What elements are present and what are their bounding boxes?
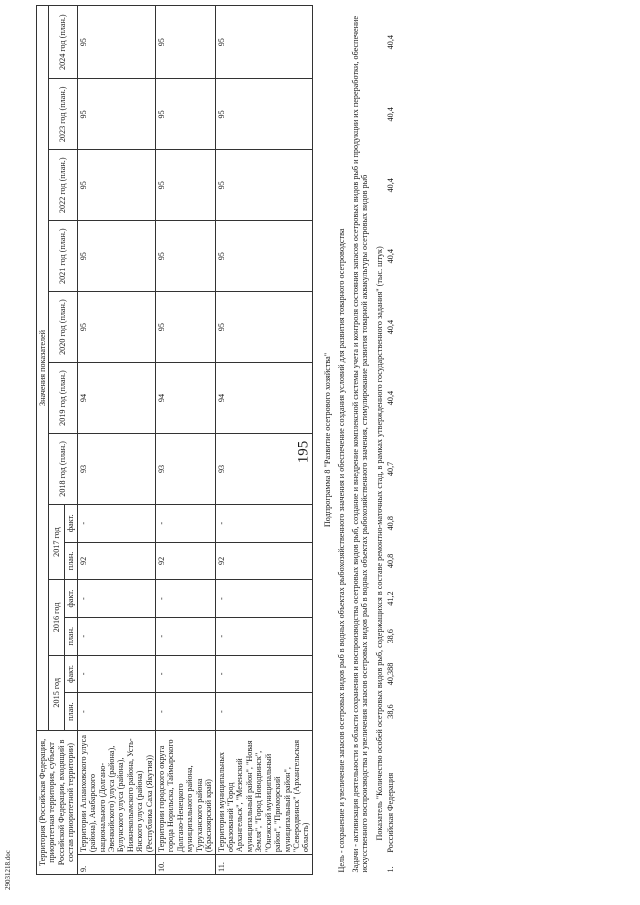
value-cell: - <box>77 617 155 655</box>
row-number: 1. <box>385 866 395 873</box>
value-cell: 95 <box>156 79 216 150</box>
tasks-text: Задачи - активизация деятельности в области сохранения и воспроизводства осетровых видов рыб, создание и внедрение комплексной системы учета и контроля состояния запасов осетровых видов рыб и продукции их переработки, обеспечение искусственного воспроизводства и увеличения запасов осетровых видов рыб в водных объектах рыбохозяйственного значения, стимулирование развития товарной аквакультуры осетровых видов рыб <box>350 15 370 873</box>
value-cell: 95 <box>77 292 155 363</box>
row-number: 9. <box>77 855 155 875</box>
goal-text: Цель - сохранение и увеличение запасов осетровых видов рыб в водных объектах рыбохозяйственного значения и обеспечение создания условий для развития товарного осетроводства <box>337 228 347 873</box>
value-cell: 95 <box>215 221 312 292</box>
row-number: 11. <box>215 855 312 875</box>
value-cell: 40,4 <box>385 178 395 193</box>
file-name: 29031218.doc <box>4 850 12 890</box>
value-cell: 95 <box>215 150 312 221</box>
value-cell: 95 <box>215 292 312 363</box>
value-cell: - <box>77 693 155 731</box>
plan-header: план. <box>65 617 77 655</box>
year-2016-header: 2016 год <box>49 580 65 655</box>
value-cell: - <box>156 655 216 693</box>
value-cell: 92 <box>215 542 312 580</box>
value-cell: - <box>77 655 155 693</box>
plan-header: план. <box>65 542 77 580</box>
value-cell: 95 <box>77 150 155 221</box>
table-row <box>156 6 216 875</box>
value-cell: - <box>156 693 216 731</box>
value-cell: 95 <box>77 221 155 292</box>
table-row <box>215 6 312 875</box>
value-cell: - <box>156 580 216 618</box>
territory-cell: Территории Аллаиховского улуса (района), Анабарского национального (Долгано-Эвенкийского) улуса (района), Булунского улуса (района), Нижнеколымского района, Усть-Янского улуса (района) (Республика Саха (Якутия)) <box>77 730 155 854</box>
value-cell: 40,4 <box>385 107 395 122</box>
territory-header: Территория (Российская Федерация, приоритетная территория, субъект Российской Федерации, входящий в состав приоритетной территории) <box>37 730 78 874</box>
value-cell: - <box>215 693 312 731</box>
value-cell: 40,388 <box>385 662 395 686</box>
year-2023-header: 2023 год (план.) <box>49 79 77 150</box>
value-cell: - <box>215 580 312 618</box>
value-cell: 40,4 <box>385 390 395 406</box>
value-cell: 40,8 <box>385 553 395 569</box>
subprogram-title: Подпрограмма 8 "Развитие осетрового хозяйства" <box>322 352 332 528</box>
value-cell: 93 <box>77 433 155 504</box>
indicators-table <box>36 5 396 875</box>
year-2020-header: 2020 год (план.) <box>49 292 77 363</box>
year-2017-header: 2017 год <box>49 504 65 579</box>
value-cell: 38,6 <box>385 704 395 719</box>
value-cell: - <box>215 504 312 542</box>
value-cell: 94 <box>77 363 155 434</box>
indicator-title: Показатель "Количество особей осетровых видов рыб, содержащихся в составе ремонтно-маточных стад, в рамках утвержденного государственного задания" (тыс. штук) <box>374 246 384 841</box>
value-cell: - <box>215 655 312 693</box>
value-cell: 95 <box>215 6 312 79</box>
value-cell: 94 <box>156 363 216 434</box>
value-cell: 95 <box>77 79 155 150</box>
year-2019-header: 2019 год (план.) <box>49 363 77 434</box>
value-cell: - <box>156 504 216 542</box>
value-cell: 95 <box>156 292 216 363</box>
value-cell: 94 <box>215 363 312 434</box>
value-cell: 92 <box>156 542 216 580</box>
value-cell: 93 <box>215 433 312 504</box>
value-cell: 38,6 <box>385 629 395 644</box>
year-2018-header: 2018 год (план.) <box>49 433 77 504</box>
value-cell: - <box>77 504 155 542</box>
value-cell: - <box>156 617 216 655</box>
value-cell: 92 <box>77 542 155 580</box>
plan-header: план. <box>65 693 77 731</box>
value-cell: 40,4 <box>385 319 395 335</box>
territory-cell: Территории муниципальных образований "Город Архангельск", "Мезенский муниципальный район", "Новая Земля", "Город Новодвинск", "Онежский муниципальный район", "Приморский муниципальный район", "Северодвинск" (Архангельская область) <box>215 730 312 854</box>
year-2015-header: 2015 год <box>49 655 65 730</box>
year-2024-header: 2024 год (план.) <box>49 6 77 79</box>
values-group-header: Значения показателей <box>37 6 49 731</box>
value-cell: 95 <box>77 6 155 79</box>
value-cell: 93 <box>156 433 216 504</box>
table-row <box>77 6 155 875</box>
fact-header: факт. <box>65 580 77 618</box>
value-cell: 41,2 <box>385 591 395 606</box>
territory-cell: Российская Федерация <box>385 772 395 853</box>
year-2021-header: 2021 год (план.) <box>49 221 77 292</box>
fact-header: факт. <box>65 504 77 542</box>
value-cell: 40,4 <box>385 35 395 50</box>
value-cell: 40,7 <box>385 461 395 477</box>
page-number: 195 <box>295 440 312 464</box>
table-row <box>385 6 396 875</box>
value-cell: 95 <box>156 150 216 221</box>
year-2022-header: 2022 год (план.) <box>49 150 77 221</box>
value-cell: 95 <box>215 79 312 150</box>
value-cell: 95 <box>156 221 216 292</box>
value-cell: 40,4 <box>385 249 395 264</box>
value-cell: 95 <box>156 6 216 79</box>
fact-header: факт. <box>65 655 77 693</box>
value-cell: - <box>215 617 312 655</box>
value-cell: - <box>77 580 155 618</box>
value-cell: 40,8 <box>385 516 395 531</box>
row-number: 10. <box>156 855 216 875</box>
territory-cell: Территории городского округа города Норильска, Таймырского Долгано-Ненецкого муниципального района, Туруханского района (Красноярский край) <box>156 730 216 854</box>
